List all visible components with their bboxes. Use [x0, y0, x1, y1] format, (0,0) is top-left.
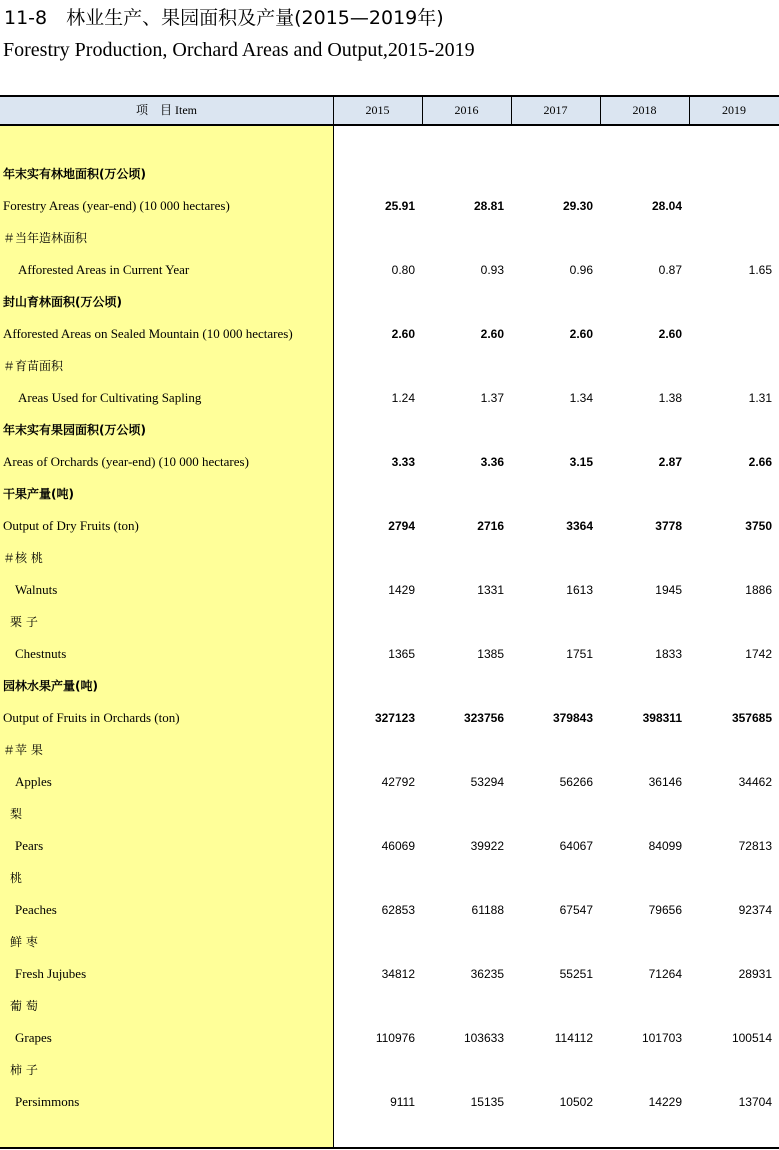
- header-year-2017: 2017: [543, 103, 568, 117]
- cell-value-2019: 34462: [738, 775, 772, 789]
- cell-value-2016: 2716: [477, 519, 504, 533]
- cell-value-2018: 71264: [648, 967, 682, 981]
- table-row: [0, 1022, 779, 1054]
- cell-value-2018: 84099: [648, 839, 682, 853]
- table-body: [0, 158, 779, 1118]
- row-label-english: Forestry Areas (year-end) (10 000 hectares): [3, 198, 230, 213]
- cell-value-2019: 28931: [738, 967, 772, 981]
- cell-value-2017: 1751: [566, 647, 593, 661]
- row-label-english: Output of Fruits in Orchards (ton): [3, 710, 180, 725]
- cell-value-2017: 1613: [566, 583, 593, 597]
- table-bottom-rule: [0, 1147, 779, 1149]
- table-row: [0, 446, 779, 478]
- row-label-chinese: 园林水果产量(吨): [3, 679, 98, 693]
- cell-value-2017: 114112: [554, 1031, 593, 1045]
- cell-value-2015: 2794: [388, 519, 415, 533]
- header-year-2015: 2015: [365, 103, 390, 117]
- table-row: [0, 190, 779, 222]
- cell-value-2015: 327123: [374, 711, 415, 725]
- table-row: [0, 830, 779, 862]
- cell-value-2016: 3.36: [480, 455, 504, 469]
- table-row: [0, 414, 779, 446]
- row-label-chinese: ＃当年造林面积: [3, 231, 88, 245]
- table-row: [0, 926, 779, 958]
- cell-value-2015: 1365: [388, 647, 415, 661]
- table-row: [0, 478, 779, 510]
- cell-value-2017: 1.34: [569, 391, 593, 405]
- cell-value-2019: 2.66: [748, 455, 772, 469]
- column-divider: [422, 97, 423, 124]
- row-label-chinese: 柿 子: [10, 1063, 38, 1077]
- cell-value-2016: 39922: [470, 839, 504, 853]
- cell-value-2019: 13704: [738, 1095, 772, 1109]
- header-year-2018: 2018: [632, 103, 657, 117]
- cell-value-2017: 2.60: [569, 327, 593, 341]
- cell-value-2015: 9111: [390, 1095, 415, 1109]
- cell-value-2019: 1.65: [748, 263, 772, 277]
- cell-value-2019: 1.31: [748, 391, 772, 405]
- cell-value-2016: 15135: [470, 1095, 504, 1109]
- row-label-chinese: ＃苹 果: [3, 743, 43, 757]
- header-year-2019: 2019: [722, 103, 746, 117]
- cell-value-2015: 0.80: [391, 263, 415, 277]
- cell-value-2016: 103633: [463, 1031, 504, 1045]
- cell-value-2018: 398311: [642, 711, 682, 725]
- row-label-english: Walnuts: [15, 582, 58, 597]
- row-label-english: Persimmons: [15, 1094, 80, 1109]
- cell-value-2015: 25.91: [384, 199, 415, 213]
- table-row: [0, 254, 779, 286]
- row-label-english: Fresh Jujubes: [15, 966, 87, 981]
- cell-value-2019: 357685: [731, 711, 772, 725]
- cell-value-2016: 28.81: [473, 199, 504, 213]
- header-item: 项 目 Item: [136, 103, 197, 117]
- row-label-chinese: 葡 萄: [10, 999, 38, 1013]
- row-label-chinese: 梨: [10, 807, 23, 821]
- cell-value-2016: 36235: [470, 967, 504, 981]
- row-label-english: Output of Dry Fruits (ton): [3, 518, 139, 533]
- row-label-english: Areas Used for Cultivating Sapling: [18, 390, 202, 405]
- table-row: [0, 542, 779, 574]
- row-label-chinese: 栗 子: [10, 615, 38, 629]
- table-row: [0, 606, 779, 638]
- cell-value-2016: 1331: [477, 583, 504, 597]
- cell-value-2018: 79656: [648, 903, 682, 917]
- cell-value-2018: 2.60: [658, 327, 682, 341]
- table-header-rule: [0, 124, 779, 126]
- cell-value-2018: 101703: [641, 1031, 682, 1045]
- table-row: [0, 958, 779, 990]
- row-label-english: Pears: [15, 838, 44, 853]
- column-divider: [689, 97, 690, 124]
- cell-value-2018: 1945: [655, 583, 682, 597]
- row-label-english: Afforested Areas in Current Year: [18, 262, 190, 277]
- table-row: [0, 510, 779, 542]
- table-row: [0, 766, 779, 798]
- table-row: [0, 574, 779, 606]
- cell-value-2019: 72813: [738, 839, 772, 853]
- cell-value-2017: 67547: [559, 903, 593, 917]
- header-year-2016: 2016: [454, 103, 479, 117]
- table-row: [0, 1054, 779, 1086]
- cell-value-2015: 42792: [381, 775, 415, 789]
- table-row: [0, 350, 779, 382]
- cell-value-2016: 1385: [477, 647, 504, 661]
- table-row: [0, 798, 779, 830]
- table-row: [0, 158, 779, 190]
- row-label-english: Peaches: [15, 902, 57, 917]
- row-label-english: Afforested Areas on Sealed Mountain (10 000 hectares): [3, 326, 293, 341]
- cell-value-2017: 55251: [559, 967, 593, 981]
- cell-value-2015: 2.60: [391, 327, 415, 341]
- table-row: [0, 286, 779, 318]
- column-divider: [511, 97, 512, 124]
- cell-value-2016: 61188: [471, 903, 504, 917]
- cell-value-2018: 2.87: [658, 455, 682, 469]
- cell-value-2017: 3.15: [569, 455, 593, 469]
- table-row: [0, 990, 779, 1022]
- cell-value-2015: 1.24: [391, 391, 415, 405]
- column-divider: [600, 97, 601, 124]
- cell-value-2018: 1.38: [658, 391, 682, 405]
- table-row: [0, 1086, 779, 1118]
- cell-value-2018: 1833: [655, 647, 682, 661]
- cell-value-2017: 10502: [559, 1095, 593, 1109]
- table-row: [0, 734, 779, 766]
- row-label-chinese: 干果产量(吨): [3, 487, 74, 501]
- table-row: [0, 638, 779, 670]
- cell-value-2016: 53294: [470, 775, 504, 789]
- page-title-english: Forestry Production, Orchard Areas and Output,2015-2019: [3, 39, 475, 61]
- row-label-chinese: ＃育苗面积: [3, 359, 64, 373]
- cell-value-2019: [689, 318, 779, 350]
- row-label-chinese: 封山育林面积(万公顷): [3, 295, 122, 309]
- cell-value-2019: 3750: [745, 519, 772, 533]
- row-label-chinese: ＃核 桃: [3, 551, 43, 565]
- table-row: [0, 222, 779, 254]
- cell-value-2019: 1742: [745, 647, 772, 661]
- table-row: [0, 702, 779, 734]
- row-label-chinese: 鲜 枣: [10, 935, 38, 949]
- cell-value-2018: 28.04: [651, 199, 682, 213]
- cell-value-2017: 379843: [552, 711, 593, 725]
- cell-value-2019: [689, 190, 779, 222]
- cell-value-2019: 100514: [731, 1031, 772, 1045]
- cell-value-2018: 36146: [648, 775, 682, 789]
- cell-value-2017: 3364: [566, 519, 593, 533]
- row-label-english: Areas of Orchards (year-end) (10 000 hectares): [3, 454, 249, 469]
- table-row: [0, 318, 779, 350]
- cell-value-2016: 323756: [463, 711, 504, 725]
- cell-value-2017: 29.30: [562, 199, 593, 213]
- cell-value-2015: 62853: [381, 903, 415, 917]
- cell-value-2018: 0.87: [658, 263, 682, 277]
- page-title-chinese: 11-8 林业生产、果园面积及产量(2015—2019年): [4, 7, 444, 29]
- cell-value-2015: 46069: [381, 839, 415, 853]
- row-label-chinese: 年末实有果园面积(万公顷): [3, 423, 146, 437]
- row-label-english: Apples: [15, 774, 52, 789]
- row-label-chinese: 桃: [10, 871, 23, 885]
- cell-value-2016: 2.60: [480, 327, 504, 341]
- table-row: [0, 382, 779, 414]
- table-header: [0, 97, 779, 124]
- cell-value-2015: 1429: [388, 583, 415, 597]
- table-row: [0, 862, 779, 894]
- cell-value-2017: 56266: [559, 775, 593, 789]
- cell-value-2016: 0.93: [480, 263, 504, 277]
- cell-value-2017: 64067: [559, 839, 593, 853]
- cell-value-2018: 3778: [655, 519, 682, 533]
- cell-value-2019: 1886: [745, 583, 772, 597]
- table-top-rule: [0, 95, 779, 97]
- cell-value-2018: 14229: [648, 1095, 682, 1109]
- table-row: [0, 670, 779, 702]
- row-label-chinese: 年末实有林地面积(万公顷): [3, 167, 146, 181]
- cell-value-2019: 92374: [738, 903, 772, 917]
- table-row: [0, 894, 779, 926]
- cell-value-2015: 110976: [375, 1031, 415, 1045]
- row-label-english: Grapes: [15, 1030, 52, 1045]
- statistics-table: [0, 95, 779, 1149]
- row-label-english: Chestnuts: [15, 646, 67, 661]
- cell-value-2016: 1.37: [480, 391, 504, 405]
- cell-value-2015: 34812: [381, 967, 415, 981]
- cell-value-2015: 3.33: [391, 455, 415, 469]
- cell-value-2017: 0.96: [569, 263, 593, 277]
